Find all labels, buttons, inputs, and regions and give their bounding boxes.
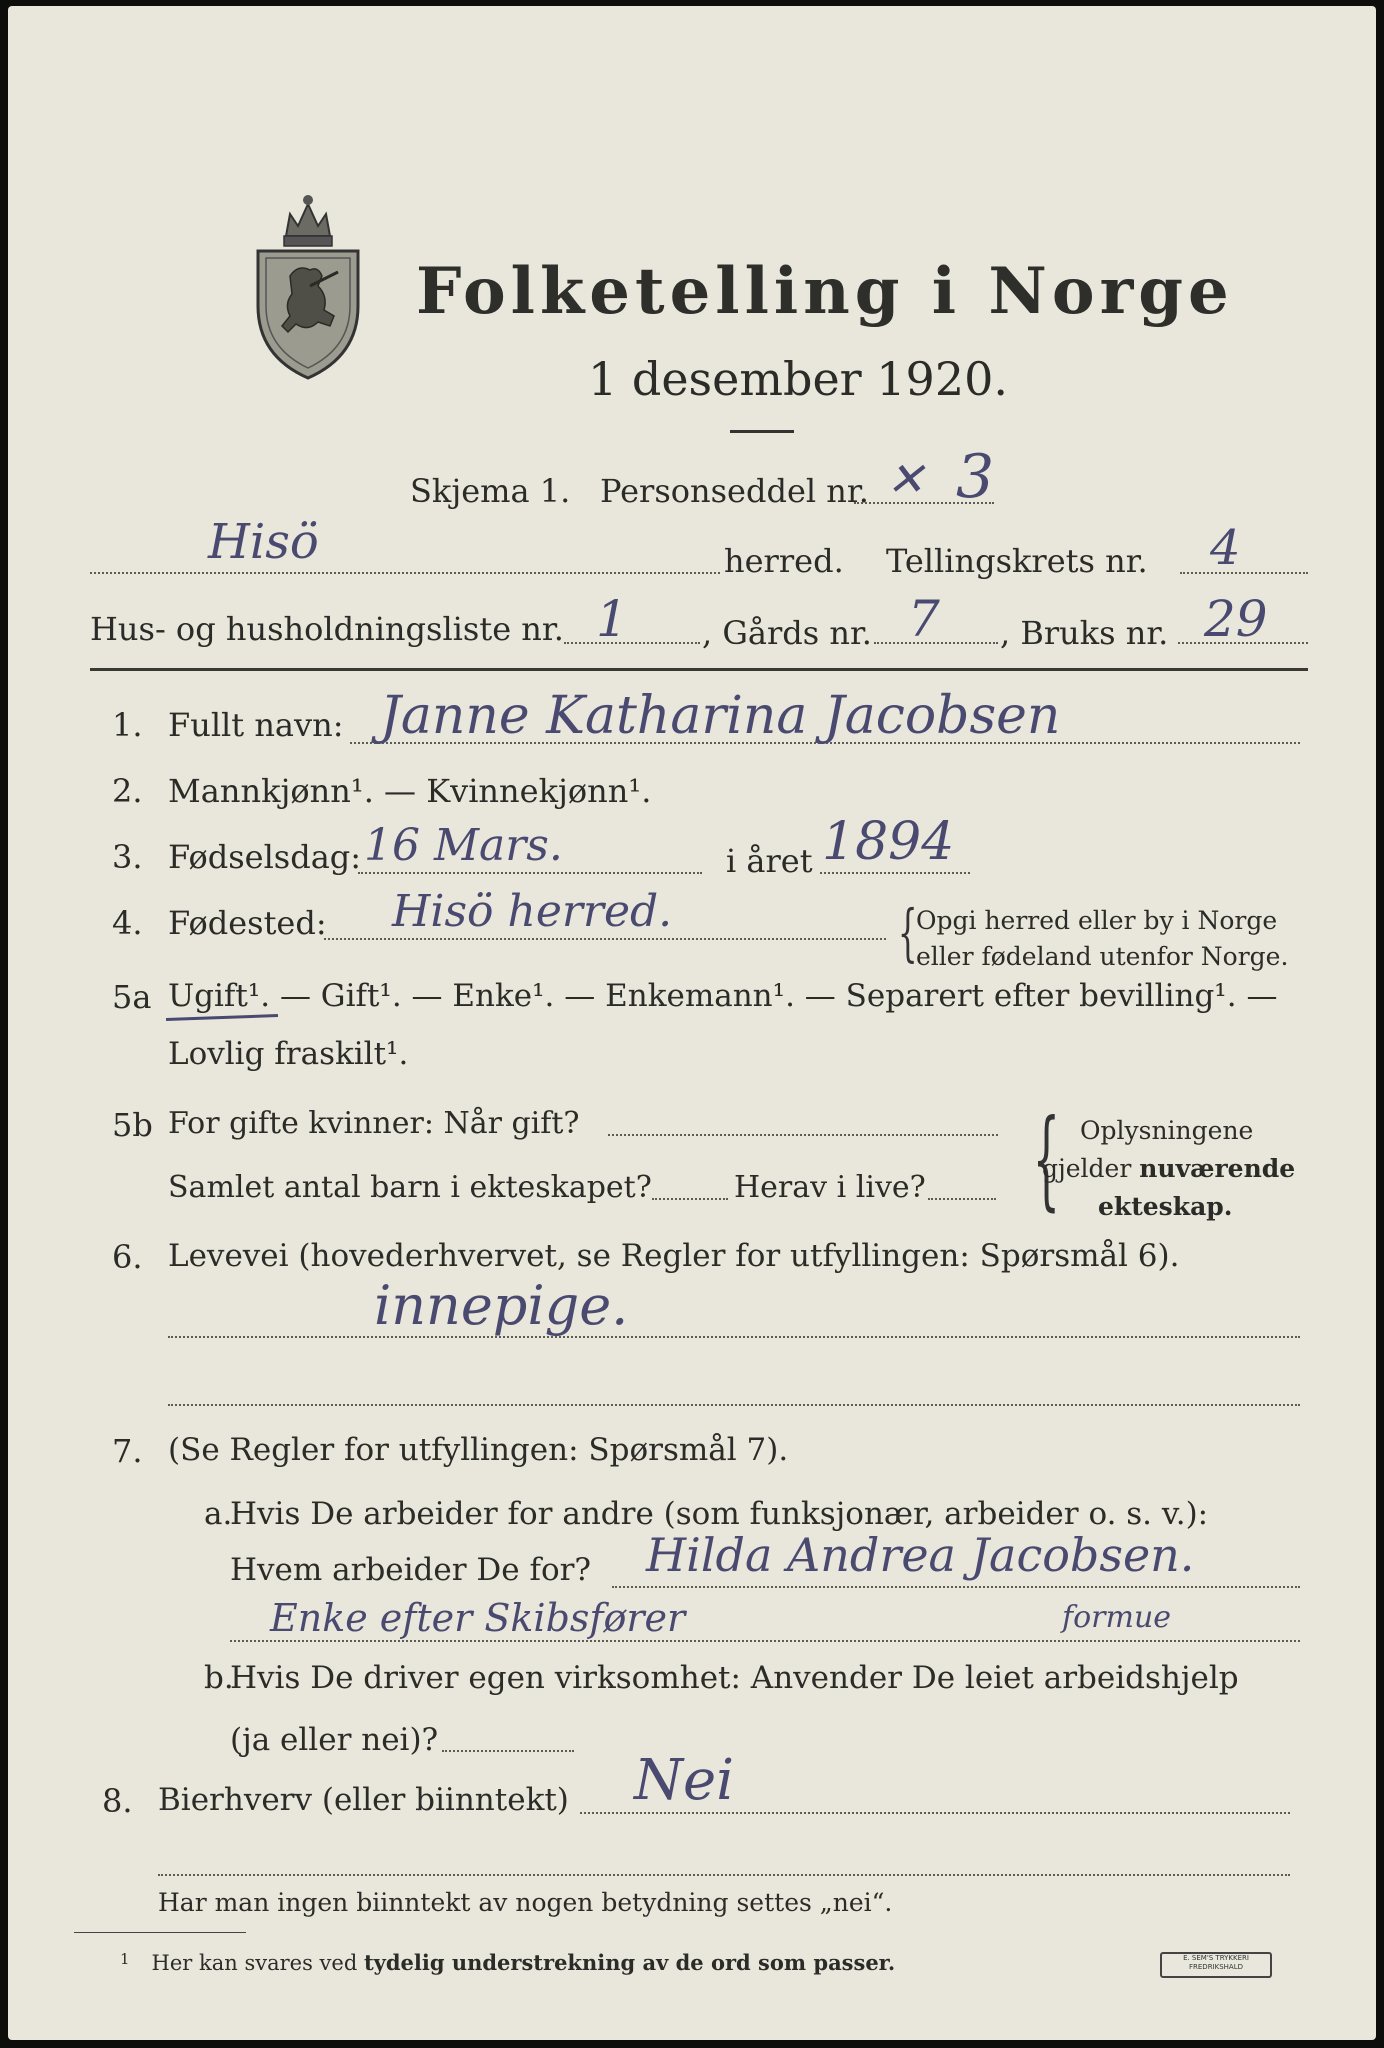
skjema-label: Skjema 1. bbox=[410, 472, 571, 510]
header-rule bbox=[90, 668, 1308, 671]
bruks-value: 29 bbox=[1204, 590, 1268, 648]
q4-number: 4. bbox=[112, 904, 143, 942]
q3-label: Fødselsdag: bbox=[168, 838, 362, 876]
personseddel-label: Personseddel nr. bbox=[600, 472, 869, 510]
personseddel-mark: ✕ bbox=[886, 452, 925, 506]
q3-year-value: 1894 bbox=[822, 812, 955, 872]
q5a-line2: Lovlig fraskilt¹. bbox=[168, 1036, 409, 1072]
q2-number: 2. bbox=[112, 772, 143, 810]
q3-day-value: 16 Mars. bbox=[364, 820, 563, 871]
q7b-line1: Hvis De driver egen virksomhet: Anvender De leiet arbeidshjelp bbox=[230, 1660, 1239, 1696]
q4-line bbox=[324, 938, 886, 940]
q5b-line2: Samlet antal barn i ekteskapet? bbox=[168, 1170, 652, 1205]
q5b-line1: For gifte kvinner: Når gift? bbox=[168, 1106, 580, 1141]
printer-mark bbox=[1160, 1952, 1272, 1978]
q5b-note-line2-b: nuværende bbox=[1139, 1154, 1296, 1183]
printer-mark-line2: FREDRIKSHALD bbox=[1188, 1963, 1243, 1971]
q7a-value2: Enke efter Skibsfører bbox=[270, 1596, 686, 1640]
footer-note: Har man ingen biinntekt av nogen betydning settes „nei“. bbox=[158, 1888, 893, 1917]
herred-line bbox=[90, 572, 720, 574]
q4-value: Hisö herred. bbox=[392, 886, 673, 937]
tellingskrets-label: Tellingskrets nr. bbox=[886, 542, 1148, 580]
q3-year-line bbox=[820, 872, 970, 874]
q8-label: Bierhverv (eller biinntekt) bbox=[158, 1782, 569, 1818]
q5b-heravilive: Herav i live? bbox=[734, 1170, 926, 1205]
q5a-ugift-underline bbox=[166, 1014, 278, 1021]
q1-label: Fullt navn: bbox=[168, 706, 344, 744]
q6-number: 6. bbox=[112, 1238, 143, 1276]
q8-number: 8. bbox=[102, 1782, 133, 1820]
q3-year-label: i året bbox=[726, 842, 813, 880]
q6-label: Levevei (hovederhvervet, se Regler for utfyllingen: Spørsmål 6). bbox=[168, 1238, 1180, 1274]
q7a-value1: Hilda Andrea Jacobsen. bbox=[646, 1528, 1195, 1582]
herred-value: Hisö bbox=[208, 514, 319, 570]
census-date: 1 desember 1920. bbox=[588, 352, 1008, 406]
q5a-number: 5a bbox=[112, 978, 152, 1016]
q7a-line3-dots bbox=[230, 1640, 1300, 1642]
footnote bbox=[120, 1950, 895, 1975]
hus-value: 1 bbox=[596, 590, 628, 648]
q1-value: Janne Katharina Jacobsen bbox=[380, 686, 1061, 746]
q5b-heravilive-dots bbox=[928, 1198, 996, 1200]
printer-mark-line1: E. SEM'S TRYKKERI bbox=[1183, 1954, 1249, 1962]
gards-label: , Gårds nr. bbox=[702, 614, 872, 652]
tellingskrets-value: 4 bbox=[1210, 520, 1241, 576]
footnote-text-b: tydelig understrekning av de ord som passer. bbox=[363, 1950, 896, 1975]
norwegian-lion-crest-icon bbox=[248, 186, 368, 386]
q7b-letter: b. bbox=[204, 1660, 234, 1696]
gards-value: 7 bbox=[908, 590, 940, 648]
q8-line2 bbox=[158, 1874, 1290, 1876]
title-divider bbox=[730, 430, 794, 433]
census-form bbox=[8, 6, 1376, 2040]
q7-label: (Se Regler for utfyllingen: Spørsmål 7). bbox=[168, 1432, 789, 1468]
q5b-note-line1-text: Oplysningene bbox=[1080, 1116, 1254, 1145]
tellingskrets-line bbox=[1180, 572, 1308, 574]
q4-note-brace: { bbox=[897, 896, 918, 969]
q5b-line2-dots bbox=[652, 1198, 728, 1200]
q6-value: innepige. bbox=[374, 1274, 629, 1337]
footnote-divider bbox=[74, 1932, 246, 1933]
q3-day-line bbox=[358, 872, 702, 874]
q5a-line1: Ugift¹. — Gift¹. — Enke¹. — Enkemann¹. — Separert efter bevilling¹. — bbox=[168, 978, 1278, 1014]
page-title: Folketelling i Norge bbox=[416, 254, 1234, 329]
q5b-note-line1 bbox=[1080, 1116, 1253, 1145]
footnote-number: 1 bbox=[120, 1950, 130, 1968]
q7b-line2-dots bbox=[442, 1750, 574, 1752]
q2-label: Mannkjønn¹. — Kvinnekjønn¹. bbox=[168, 772, 652, 810]
q6-line1 bbox=[168, 1336, 1300, 1338]
herred-label: herred. bbox=[724, 542, 844, 580]
q4-note-line1: Opgi herred eller by i Norge bbox=[916, 906, 1278, 935]
q7a-letter: a. bbox=[204, 1496, 233, 1532]
q5b-note-line2-a: gjelder bbox=[1042, 1154, 1140, 1183]
q4-label: Fødested: bbox=[168, 904, 327, 942]
q7a-line1: Hvis De arbeider for andre (som funksjonær, arbeider o. s. v.): bbox=[230, 1496, 1209, 1532]
q4-note-line2: eller fødeland utenfor Norge. bbox=[916, 942, 1289, 971]
q7-number: 7. bbox=[112, 1432, 143, 1470]
hus-line bbox=[564, 642, 700, 644]
q5b-note-brace: { bbox=[1032, 1097, 1061, 1222]
bruks-label: , Bruks nr. bbox=[1000, 614, 1169, 652]
q5b-line1-dots bbox=[608, 1134, 998, 1136]
q5b-note-line2 bbox=[1042, 1154, 1295, 1183]
q1-number: 1. bbox=[112, 706, 143, 744]
personseddel-value: 3 bbox=[956, 442, 995, 512]
q7a-value3: formue bbox=[1062, 1600, 1172, 1635]
q8-value: Nei bbox=[634, 1748, 735, 1813]
q5b-note-line3: ekteskap. bbox=[1098, 1192, 1233, 1221]
q5b-number: 5b bbox=[112, 1106, 153, 1144]
q6-line2 bbox=[168, 1404, 1300, 1406]
footnote-text-a: Her kan svares ved bbox=[151, 1951, 364, 1975]
hus-label: Hus- og husholdningsliste nr. bbox=[90, 610, 564, 648]
q3-number: 3. bbox=[112, 838, 143, 876]
q7a-line2-dots bbox=[612, 1586, 1300, 1588]
q7b-line2: (ja eller nei)? bbox=[230, 1722, 439, 1758]
q7a-line2: Hvem arbeider De for? bbox=[230, 1552, 592, 1588]
